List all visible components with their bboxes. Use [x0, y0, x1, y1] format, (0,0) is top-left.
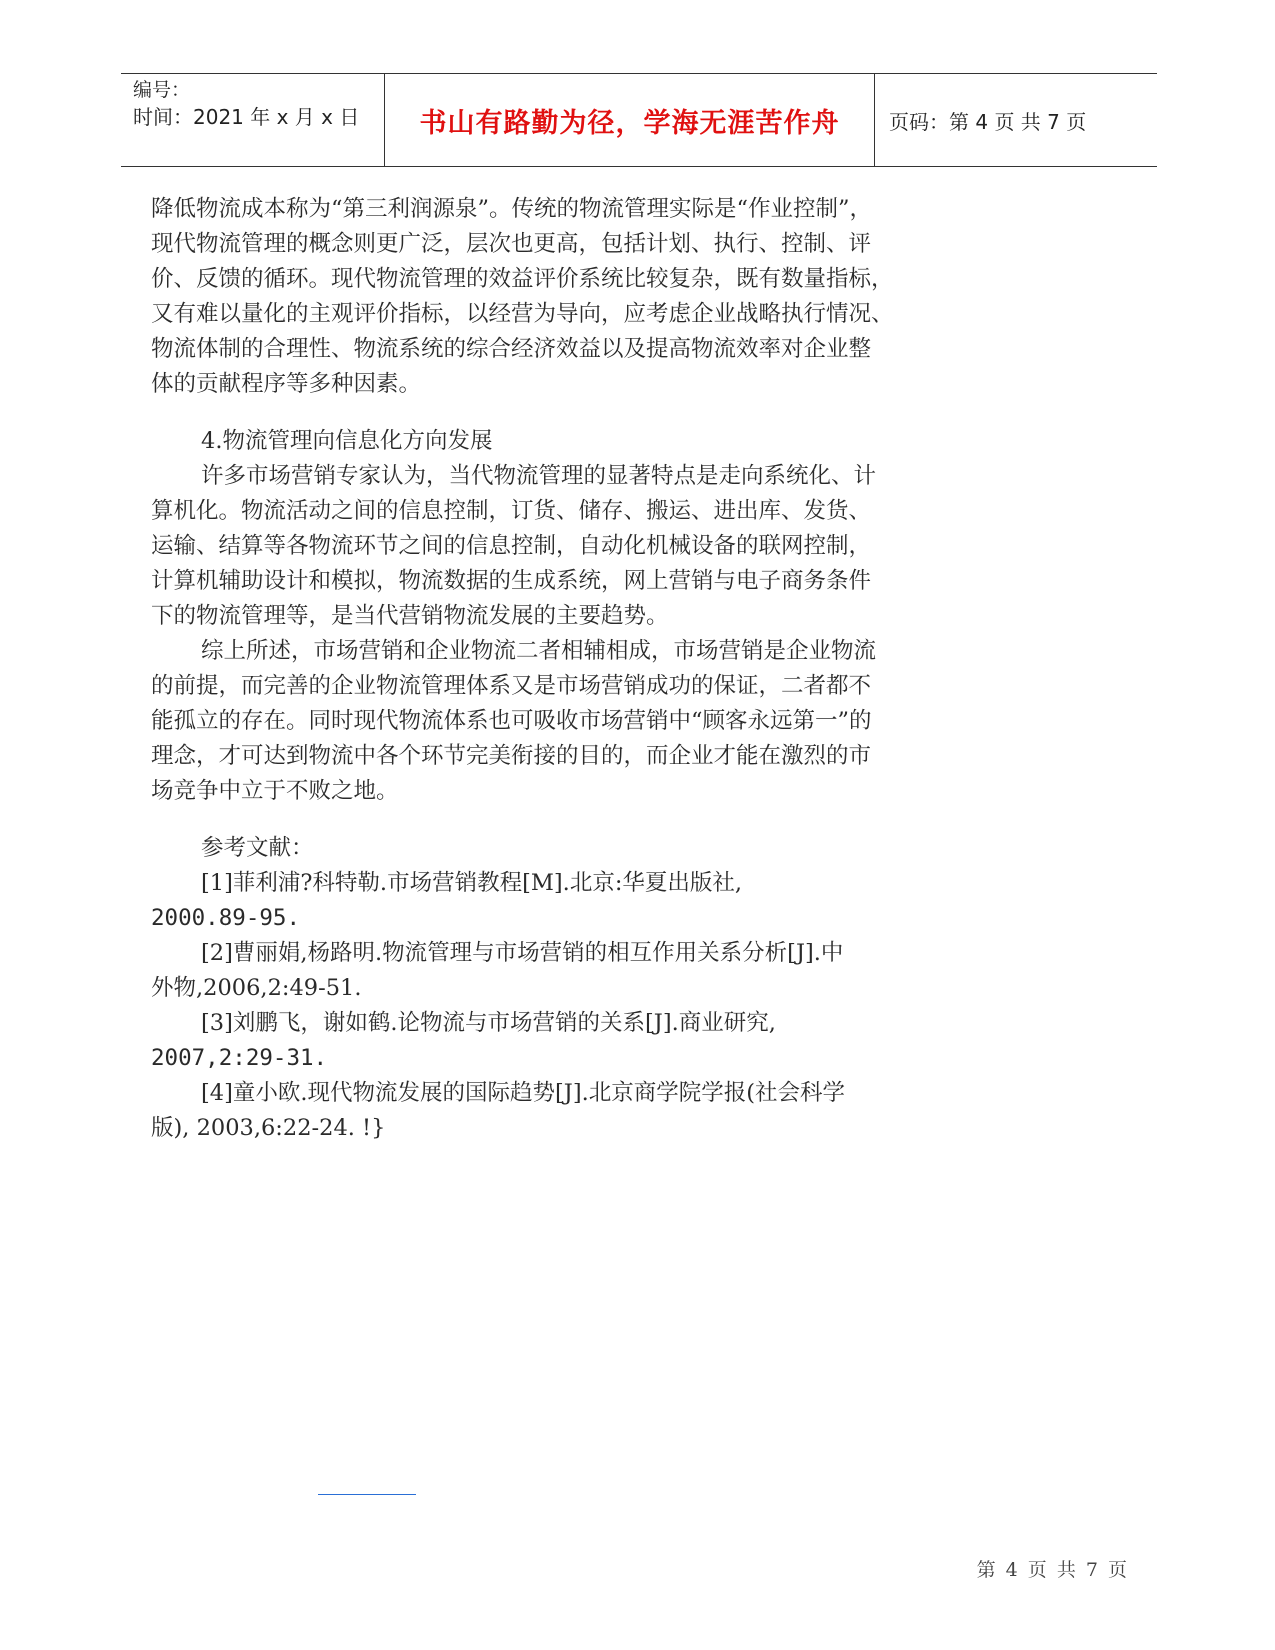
paragraph-gap	[151, 809, 971, 831]
header-page-cell	[875, 74, 1157, 166]
header-info-cell	[121, 74, 384, 166]
document-body	[151, 192, 971, 1146]
body-line: 综上所述，市场营销和企业物流二者相辅相成，市场营销是企业物流	[201, 638, 877, 664]
body-line: 下的物流管理等，是当代营销物流发展的主要趋势。	[151, 603, 669, 629]
body-line: 能孤立的存在。同时现代物流体系也可吸收市场营销中“顾客永远第一”的	[151, 708, 872, 734]
body-line: 理念，才可达到物流中各个环节完美衔接的目的，而企业才能在激烈的市	[151, 743, 872, 769]
reference-item: [1]菲利浦?科特勒.市场营销教程[M].北京:华夏出版社,	[201, 870, 743, 896]
body-line: 计算机辅助设计和模拟，物流数据的生成系统，网上营销与电子商务条件	[151, 568, 872, 594]
document-code-label: 编号：	[133, 79, 191, 101]
reference-item: [3]刘鹏飞，谢如鹤.论物流与市场营销的关系[J].商业研究,	[201, 1010, 776, 1036]
paragraph-gap	[151, 402, 971, 424]
body-line: 现代物流管理的概念则更广泛，层次也更高，包括计划、执行、控制、评	[151, 231, 872, 257]
header-page-number: 页码：第 4 页 共 7 页	[889, 109, 1087, 134]
header-motto: 书山有路勤为径，学海无涯苦作舟	[419, 107, 840, 139]
reference-item-continued: 2007,2:29-31.	[151, 1045, 328, 1071]
reference-item: [2]曹丽娟,杨路明.物流管理与市场营销的相互作用关系分析[J].中	[201, 940, 844, 966]
body-line: 物流体制的合理性、物流系统的综合经济效益以及提高物流效率对企业整	[151, 336, 872, 362]
body-line: 场竞争中立于不败之地。	[151, 778, 399, 804]
references-heading: 参考文献：	[201, 835, 314, 861]
reference-item: [4]童小欧.现代物流发展的国际趋势[J].北京商学院学报(社会科学	[201, 1080, 846, 1106]
body-line: 的前提，而完善的企业物流管理体系又是市场营销成功的保证，二者都不	[151, 673, 872, 699]
body-line: 许多市场营销专家认为，当代物流管理的显著特点是走向系统化、计	[201, 463, 877, 489]
body-line: 又有难以量化的主观评价指标，以经营为导向，应考虑企业战略执行情况、	[151, 301, 894, 327]
section-heading: 4.物流管理向信息化方向发展	[201, 428, 493, 454]
body-line: 运输、结算等各物流环节之间的信息控制，自动化机械设备的联网控制，	[151, 533, 872, 559]
reference-item-continued: 2000.89-95.	[151, 905, 301, 931]
body-line: 降低物流成本称为“第三利润源泉”。传统的物流管理实际是“作业控制”，	[151, 196, 873, 222]
hyperlink-underline[interactable]	[318, 1494, 416, 1495]
footer-page-number: 第 4 页 共 7 页	[976, 1559, 1129, 1581]
header-motto-cell	[384, 74, 875, 166]
body-line: 算机化。物流活动之间的信息控制，订货、储存、搬运、进出库、发货、	[151, 498, 872, 524]
page-header	[121, 73, 1157, 167]
document-date-label: 时间：2021 年 x 月 x 日	[133, 105, 360, 129]
reference-item-continued: 外物,2006,2:49-51.	[151, 975, 362, 1001]
reference-item-continued: 版), 2003,6:22-24. !}	[151, 1115, 386, 1141]
body-line: 体的贡献程序等多种因素。	[151, 371, 422, 397]
body-line: 价、反馈的循环。现代物流管理的效益评价系统比较复杂，既有数量指标，	[151, 266, 894, 292]
